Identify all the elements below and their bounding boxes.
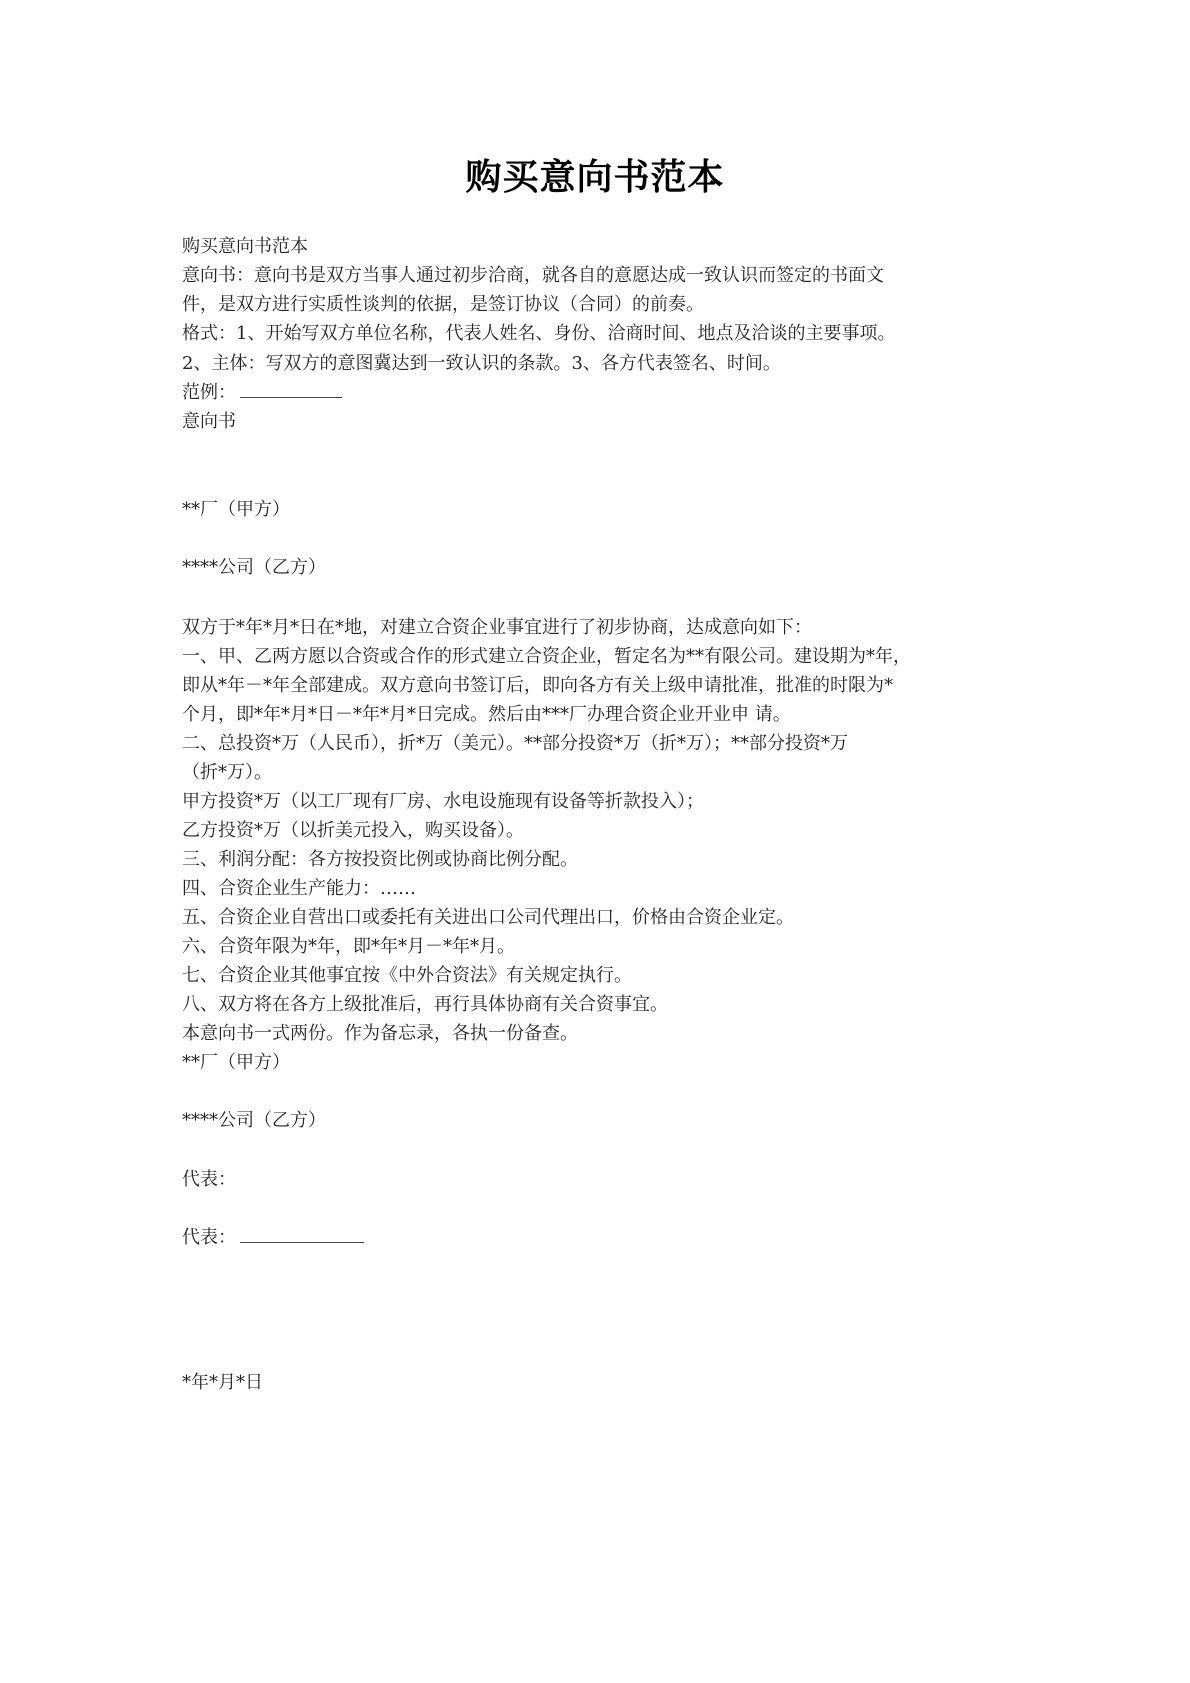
clause-5: 五、合资企业自营出口或委托有关进出口公司代理出口，价格由合资企业定。 [182,907,794,928]
intro-subtitle: 购买意向书范本 [182,236,308,257]
body-closing: 本意向书一式两份。作为备忘录，各执一份备查。 [182,1023,578,1044]
clause-7: 七、合资企业其他事宜按《中外合资法》有关规定执行。 [182,965,632,986]
signature-party-a: **厂（甲方） [182,1052,290,1073]
body-opening: 双方于*年*月*日在*地，对建立合资企业事宜进行了初步协商，达成意向如下： [182,617,812,638]
format-line-1: 格式：1、开始写双方单位名称，代表人姓名、身份、洽商时间、地点及洽谈的主要事项。 [182,323,896,344]
clause-1-line-2: 即从*年－*年全部建成。双方意向书签订后，即向各方有关上级申请批准，批准的时限为* [182,675,893,696]
party-a-top: **厂（甲方） [182,499,290,520]
representative-2-line [182,1225,1022,1251]
representative-2-label: 代表： [182,1227,236,1248]
clause-1-line-1: 一、甲、乙两方愿以合资或合作的形式建立合资企业，暂定名为**有限公司。建设期为*年， [182,646,911,667]
clause-1-line-3: 个月，即*年*月*日－*年*月*日完成。然后由***厂办理合资企业开业申 请。 [182,704,791,725]
clause-2-party-a: 甲方投资*万（以工厂现有厂房、水电设施现有设备等折款投入）； [182,791,704,812]
definition-line-2: 件，是双方进行实质性谈判的依据，是签订协议（合同）的前奏。 [182,294,704,315]
party-b-top: ****公司（乙方） [182,557,326,578]
definition-line-1: 意向书：意向书是双方当事人通过初步洽商，就各自的意愿达成一致认识而签定的书面文 [182,265,884,286]
clause-8: 八、双方将在各方上级批准后，再行具体协商有关合资事宜。 [182,994,668,1015]
clause-3: 三、利润分配：各方按投资比例或协商比例分配。 [182,849,578,870]
example-line [182,380,1022,406]
signature-party-b: ****公司（乙方） [182,1110,326,1131]
format-line-2: 2、主体：写双方的意图冀达到一致认识的条款。3、各方代表签名、时间。 [182,353,781,374]
clause-6: 六、合资年限为*年，即*年*月－*年*月。 [182,936,515,957]
clause-2-party-b: 乙方投资*万（以折美元投入，购买设备）。 [182,820,524,841]
example-blank-underline [240,383,342,398]
representative-1: 代表： [182,1169,236,1190]
representative-2-blank-underline [240,1228,364,1243]
example-heading: 意向书 [182,411,236,432]
signature-date: *年*月*日 [182,1372,263,1393]
clause-2-line-1: 二、总投资*万（人民币），折*万（美元）。**部分投资*万（折*万）；**部分投资*万 [182,733,848,754]
example-label: 范例： [182,382,236,403]
clause-2-line-2: （折*万）。 [182,762,272,783]
clause-4: 四、合资企业生产能力：…… [182,878,416,899]
document-title: 购买意向书范本 [465,157,725,198]
